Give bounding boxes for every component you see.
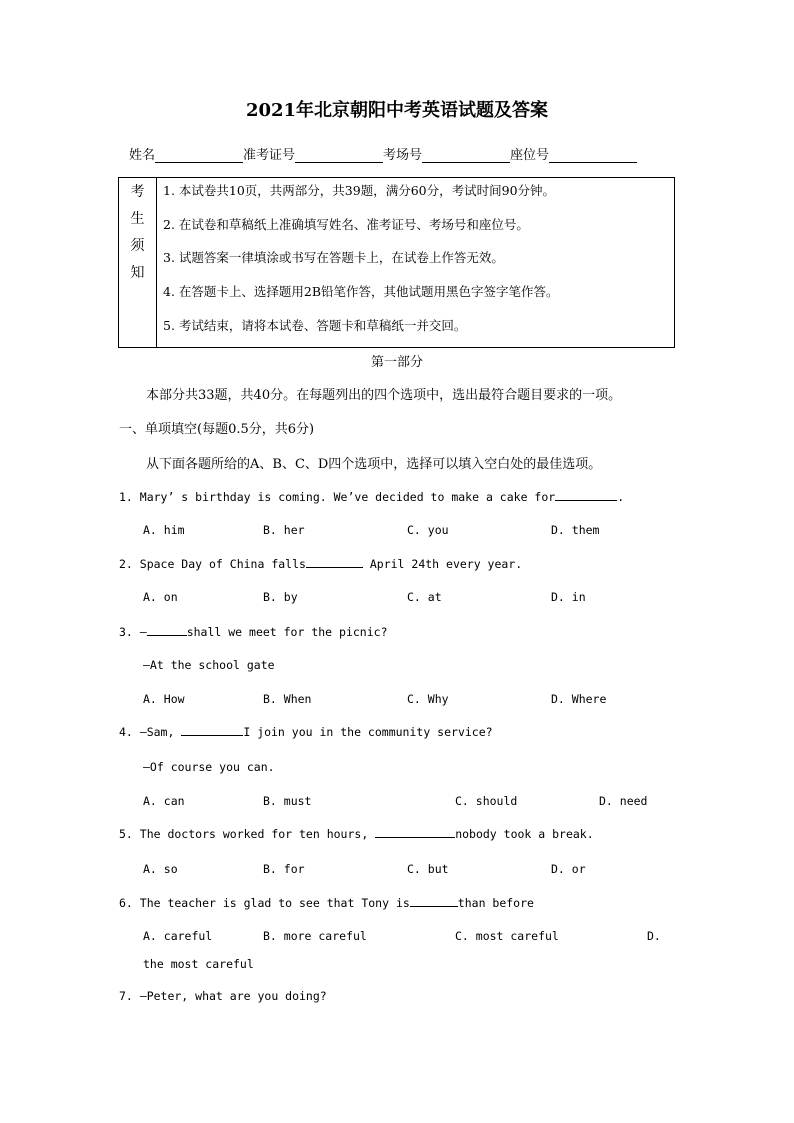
question-2-stem [119, 556, 522, 571]
option-continuation[interactable]: the most careful [143, 957, 254, 971]
option[interactable]: C. you [407, 523, 449, 537]
part-heading: 第一部分 [370, 355, 423, 370]
option[interactable]: D. or [551, 862, 586, 876]
option[interactable]: C. most careful [455, 929, 559, 943]
option[interactable]: A. careful [143, 929, 213, 943]
answer-blank[interactable] [181, 724, 243, 736]
option[interactable]: D. them [551, 523, 600, 537]
notice-rule: 5. 考试结束，请将本试卷、答题卡和草稿纸一并交回。 [163, 318, 467, 333]
answer-blank[interactable] [375, 826, 455, 838]
question-4-stem [119, 724, 493, 739]
option[interactable]: B. her [263, 523, 305, 537]
option[interactable]: C. but [407, 862, 449, 876]
answer-blank[interactable] [410, 895, 458, 907]
question-text: 2. Space Day of China falls [119, 557, 306, 571]
question-3-reply: —At the school gate [143, 658, 275, 672]
question-text: shall we meet for the picnic? [186, 625, 388, 639]
section-title: 一、单项填空(每题0.5分，共6分) [119, 422, 315, 437]
notice-label-char: 须 [130, 238, 145, 254]
notice-label-char: 考 [130, 184, 145, 200]
option[interactable]: B. more careful [263, 929, 367, 943]
option[interactable]: D. Where [551, 692, 607, 706]
question-3-stem [119, 624, 388, 639]
notice-rule: 3. 试题答案一律填涂或书写在答题卡上，在试卷上作答无效。 [163, 250, 504, 265]
option[interactable]: D. in [551, 590, 586, 604]
option[interactable]: B. by [263, 590, 298, 604]
question-7-stem: 7. —Peter, what are you doing? [119, 989, 327, 1003]
notice-label-char: 知 [130, 265, 145, 281]
option[interactable]: B. When [263, 692, 312, 706]
notice-label-char: 生 [130, 211, 145, 227]
notice-rule: 2. 在试卷和草稿纸上准确填写姓名、准考证号、考场号和座位号。 [163, 217, 529, 232]
question-text: April 24th every year. [362, 557, 523, 571]
question-5-stem [119, 826, 594, 841]
student-info-line [129, 144, 637, 163]
option[interactable]: A. so [143, 862, 178, 876]
question-1-stem [119, 489, 624, 504]
option[interactable]: C. at [407, 590, 442, 604]
question-text: nobody took a break. [455, 827, 594, 841]
question-text: 1. Mary’ s birthday is coming. We’ve decided to make a cake for [119, 490, 556, 504]
question-text: I join you in the community service? [243, 725, 493, 739]
question-text: 3. — [119, 625, 147, 639]
answer-blank[interactable] [555, 489, 617, 501]
option[interactable]: C. should [455, 794, 518, 808]
question-text: 5. The doctors worked for ten hours, [119, 827, 376, 841]
notice-box [118, 177, 675, 348]
notice-rule: 1. 本试卷共10页，共两部分，共39题，满分60分，考试时间90分钟。 [163, 183, 556, 198]
question-text: . [617, 490, 625, 504]
exam-id-blank[interactable] [295, 148, 383, 163]
option[interactable]: B. for [263, 862, 305, 876]
option[interactable]: A. him [143, 523, 185, 537]
option[interactable]: A. on [143, 590, 178, 604]
question-4-reply: —Of course you can. [143, 760, 275, 774]
question-6-stem [119, 895, 534, 910]
notice-rule: 4. 在答题卡上、选择题用2B铅笔作答，其他试题用黑色字签字笔作答。 [163, 284, 559, 299]
question-text: 4. —Sam, [119, 725, 182, 739]
option[interactable]: D. need [599, 794, 648, 808]
section-instruction: 从下面各题所给的A、B、C、D四个选项中，选择可以填入空白处的最佳选项。 [146, 457, 602, 472]
option[interactable]: C. Why [407, 692, 449, 706]
page-title: 2021年北京朝阳中考英语试题及答案 [245, 100, 549, 121]
question-text: 6. The teacher is glad to see that Tony is [119, 896, 410, 910]
option[interactable]: A. How [143, 692, 185, 706]
notice-label [119, 178, 157, 347]
option[interactable]: A. can [143, 794, 185, 808]
exam-id-label: 准考证号 [243, 148, 296, 163]
seat-blank[interactable] [549, 148, 637, 163]
answer-blank[interactable] [306, 556, 363, 568]
room-label: 考场号 [383, 148, 423, 163]
seat-label: 座位号 [510, 148, 550, 163]
name-label: 姓名 [129, 148, 156, 163]
option[interactable]: B. must [263, 794, 312, 808]
question-text: than before [457, 896, 534, 910]
part-intro: 本部分共33题，共40分。在每题列出的四个选项中，选出最符合题目要求的一项。 [146, 388, 622, 403]
room-blank[interactable] [422, 148, 510, 163]
answer-blank[interactable] [147, 624, 187, 636]
name-blank[interactable] [155, 148, 243, 163]
option[interactable]: D. [647, 929, 661, 943]
